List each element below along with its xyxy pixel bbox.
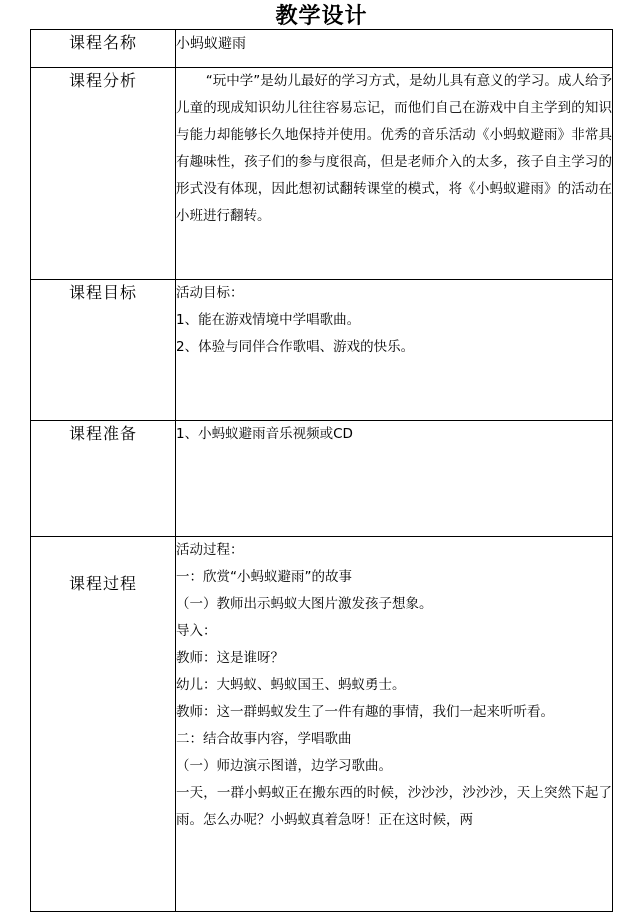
course-process-row: [31, 537, 613, 912]
goal-line: 活动目标：: [176, 285, 244, 301]
document-title: 教学设计: [275, 3, 368, 29]
course-name-label: 课程名称: [31, 30, 176, 68]
course-goal-content: [176, 280, 613, 421]
process-line: 二：结合故事内容，学唱歌曲: [176, 731, 352, 747]
course-name-row: [31, 30, 613, 68]
course-prep-content: [176, 421, 613, 537]
course-process-label: 课程过程: [31, 537, 176, 912]
course-prep-label: 课程准备: [31, 421, 176, 537]
lesson-plan-table: [30, 29, 613, 912]
goal-line: 1、能在游戏情境中学唱歌曲。: [176, 312, 361, 328]
process-line: （一）教师出示蚂蚁大图片激发孩子想象。: [176, 596, 433, 612]
prep-line: 1、小蚂蚁避雨音乐视频或CD: [176, 426, 353, 442]
course-analysis-row: [31, 68, 613, 280]
process-line: 一天，一群小蚂蚁正在搬东西的时候，沙沙沙，沙沙沙，天上突然下起了雨。怎么办呢？小蚂蚁真着急呀！正在这时候，两: [176, 785, 612, 828]
process-line: 一：欣赏“小蚂蚁避雨”的故事: [176, 569, 352, 585]
course-analysis-label: 课程分析: [31, 68, 176, 280]
process-line: 教师：这一群蚂蚁发生了一件有趣的事情，我们一起来听听看。: [176, 704, 554, 720]
course-goal-row: [31, 280, 613, 421]
process-line: 幼儿：大蚂蚁、蚂蚁国王、蚂蚁勇士。: [176, 677, 406, 693]
course-process-content: [176, 537, 613, 912]
goal-line: 2、体验与同伴合作歌唱、游戏的快乐。: [176, 339, 415, 355]
course-analysis-text: “玩中学”是幼儿最好的学习方式，是幼儿具有意义的学习。成人给予儿童的现成知识幼儿往往容易忘记，而他们自己在游戏中自主学到的知识与能力却能够长久地保持并使用。优秀的音乐活动《小蚂蚁避雨》非常具有趣味性，孩子们的参与度很高，但是老师介入的太多，孩子自主学习的形式没有体现，因此想初试翻转课堂的模式，将《小蚂蚁避雨》的活动在小班进行翻转。: [176, 73, 612, 224]
process-line: （一）师边演示图谱，边学习歌曲。: [176, 758, 392, 774]
process-line: 教师：这是谁呀？: [176, 650, 284, 666]
process-line: 导入：: [176, 623, 217, 639]
process-line: 活动过程：: [176, 542, 244, 558]
course-prep-row: [31, 421, 613, 537]
course-name-value: 小蚂蚁避雨: [176, 30, 613, 68]
course-analysis-content: [176, 68, 613, 280]
course-goal-label: 课程目标: [31, 280, 176, 421]
